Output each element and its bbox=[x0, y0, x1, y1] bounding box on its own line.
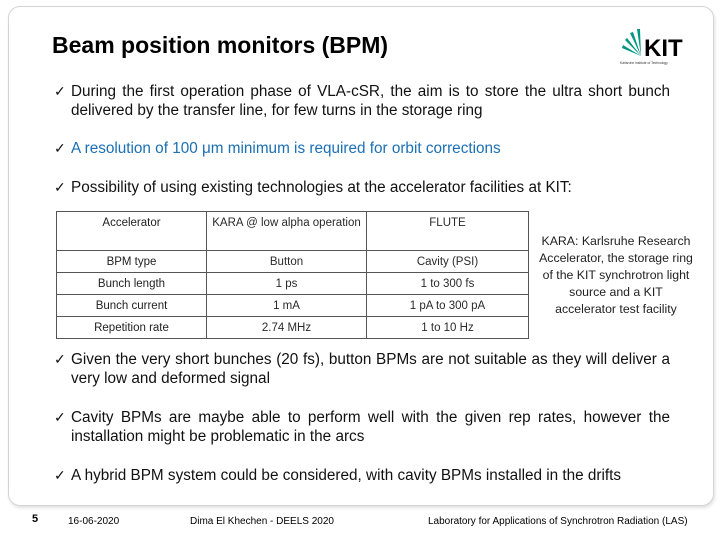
footer-author: Dima El Khechen - DEELS 2020 bbox=[190, 516, 334, 527]
checkmark-icon: ✓ bbox=[54, 351, 66, 367]
bullet-5 bbox=[54, 408, 670, 446]
table-cell: 1 ps bbox=[207, 273, 367, 295]
checkmark-icon: ✓ bbox=[54, 140, 66, 156]
table-cell: BPM type bbox=[57, 251, 207, 273]
table-cell: 1 mA bbox=[207, 295, 367, 317]
table-cell: 1 to 10 Hz bbox=[367, 317, 529, 339]
table-cell: Repetition rate bbox=[57, 317, 207, 339]
table-cell: Button bbox=[207, 251, 367, 273]
table-header-cell: FLUTE bbox=[367, 212, 529, 251]
bullet-3-text: Possibility of using existing technologies at the accelerator facilities at KIT: bbox=[71, 179, 572, 196]
kit-logo-wordmark: KIT bbox=[644, 35, 683, 62]
kit-logo-subtitle: Karlsruhe Institute of Technology bbox=[620, 61, 668, 65]
bullet-2-text: A resolution of 100 μm minimum is required for orbit corrections bbox=[71, 140, 501, 157]
table-header-cell: KARA @ low alpha operation bbox=[207, 212, 367, 251]
checkmark-icon: ✓ bbox=[54, 83, 66, 99]
accelerator-comparison-table bbox=[56, 211, 529, 339]
table-row bbox=[57, 251, 529, 273]
footer-lab: Laboratory for Applications of Synchrotron Radiation (LAS) bbox=[428, 516, 688, 527]
page-number: 5 bbox=[32, 513, 39, 525]
bullet-1-text: During the first operation phase of VLA-cSR, the aim is to store the ultra short bunch delivered by the transfer line, for few turns in the storage ring bbox=[71, 83, 670, 119]
table-cell: Bunch current bbox=[57, 295, 207, 317]
bullet-4 bbox=[54, 350, 670, 388]
bullet-3 bbox=[54, 178, 670, 197]
kit-logo bbox=[616, 26, 696, 66]
table-cell: 2.74 MHz bbox=[207, 317, 367, 339]
table-row bbox=[57, 295, 529, 317]
checkmark-icon: ✓ bbox=[54, 409, 66, 425]
footer-date: 16-06-2020 bbox=[68, 516, 120, 527]
kit-logo-fan-icon bbox=[622, 29, 641, 56]
table-header-cell: Accelerator bbox=[57, 212, 207, 251]
table-cell: 1 pA to 300 pA bbox=[367, 295, 529, 317]
slide-title: Beam position monitors (BPM) bbox=[52, 32, 389, 58]
table-cell: 1 to 300 fs bbox=[367, 273, 529, 295]
kara-sidenote: KARA: Karlsruhe Research Accelerator, the storage ring of the KIT synchrotron light source and a KIT accelerator test facility bbox=[539, 234, 693, 316]
table-row bbox=[57, 317, 529, 339]
bullet-6 bbox=[54, 466, 670, 485]
bullet-2 bbox=[54, 139, 670, 158]
bullet-1 bbox=[54, 82, 670, 120]
bullet-5-text: Cavity BPMs are maybe able to perform well with the given rep rates, however the installation might be problematic in the arcs bbox=[71, 409, 670, 445]
checkmark-icon: ✓ bbox=[54, 179, 66, 195]
checkmark-icon: ✓ bbox=[54, 467, 66, 483]
bullet-6-text: A hybrid BPM system could be considered, with cavity BPMs installed in the drifts bbox=[71, 467, 622, 484]
table-cell: Cavity (PSI) bbox=[367, 251, 529, 273]
table-cell: Bunch length bbox=[57, 273, 207, 295]
bullet-4-text: Given the very short bunches (20 fs), button BPMs are not suitable as they will deliver a very low and deformed signal bbox=[71, 351, 670, 387]
table-header-row bbox=[57, 212, 529, 251]
table-row bbox=[57, 273, 529, 295]
